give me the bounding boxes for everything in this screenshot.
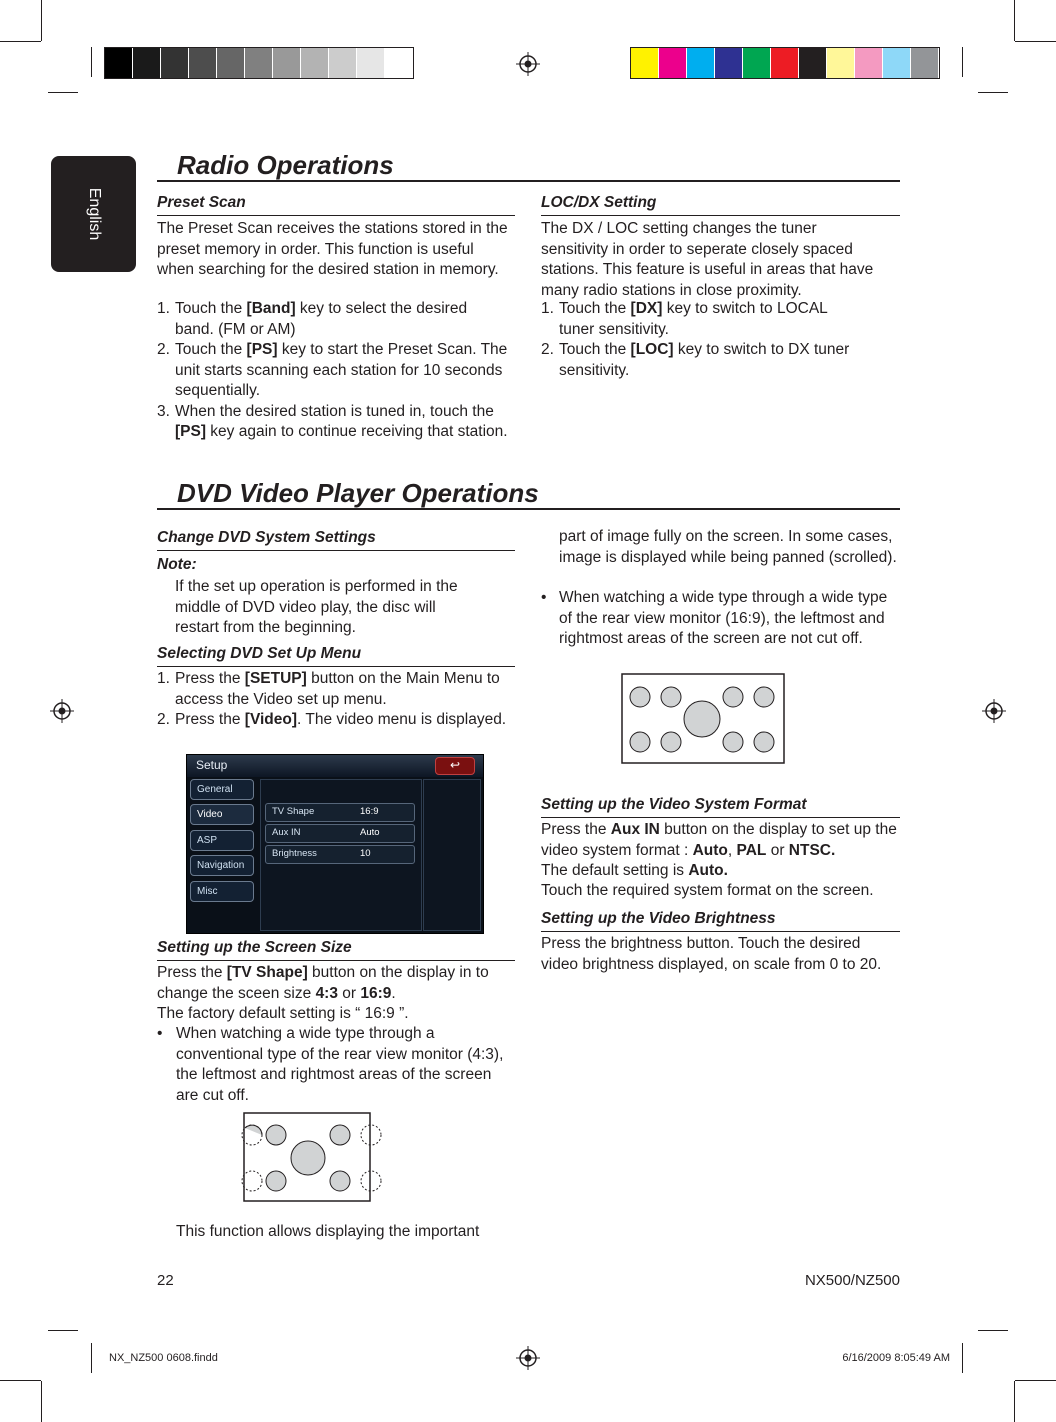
color-swatch	[133, 48, 161, 78]
color-swatch	[715, 48, 743, 78]
subheading-rule	[541, 817, 900, 818]
registration-mark-icon	[982, 699, 1006, 723]
list-item: 2. Touch the [LOC] key to switch to DX tuner sensitivity.	[541, 341, 850, 379]
color-swatch	[743, 48, 771, 78]
system-format-text: Press the Aux IN button on the display to set up the video system format : Auto, PAL or NTSC.	[541, 821, 897, 859]
system-format-touch: Touch the required system format on the screen.	[541, 882, 874, 899]
list-item: 3. When the desired station is tuned in, touch the [PS] key again to continue receiving that station.	[157, 402, 508, 440]
section-title-radio: Radio Operations	[177, 150, 394, 180]
crop-mark	[91, 47, 92, 77]
setup-menu-steps	[157, 669, 509, 731]
subheading-rule	[157, 215, 515, 216]
file-slug: NX_NZ500 0608.findd	[109, 1352, 218, 1364]
list-item: 1. Press the [SETUP] button on the Main Menu to access the Video set up menu.	[157, 670, 500, 708]
subheading-change-dvd: Change DVD System Settings	[157, 529, 376, 546]
locdx-intro: The DX / LOC setting changes the tuner sensitivity in order to seperate closely spaced stations. This feature is useful in areas that have many radio stations in close proximity.	[541, 220, 874, 299]
crop-mark	[0, 1380, 41, 1381]
crop-mark	[48, 1330, 78, 1331]
model-name: NX500/NZ500	[804, 1272, 900, 1289]
section-rule	[157, 180, 900, 182]
locdx-steps	[541, 299, 861, 381]
note-text: If the set up operation is performed in the middle of DVD video play, the disc will restart from the beginning.	[175, 578, 458, 636]
crop-mark	[962, 1343, 963, 1373]
crop-mark	[91, 1343, 92, 1373]
bullet-4-3: • When watching a wide type through a conventional type of the rear view monitor (4:3), the leftmost and rightmost areas of the screen are cut off.	[157, 1025, 504, 1104]
setup-title-bar	[187, 755, 483, 777]
color-swatch	[771, 48, 799, 78]
page-number: 22	[157, 1272, 174, 1289]
color-swatch	[911, 48, 939, 78]
crop-mark	[978, 1330, 1008, 1331]
crop-mark	[1015, 1380, 1056, 1381]
color-swatch	[301, 48, 329, 78]
color-swatch	[245, 48, 273, 78]
note-label: Note:	[157, 556, 197, 573]
screen-size-default: The factory default setting is “ 16:9 ”.	[157, 1005, 409, 1022]
subheading-rule	[157, 550, 515, 551]
bullet-4-3-continued-2: part of image fully on the screen. In some cases, image is displayed while being panned (scrolled).	[559, 528, 897, 566]
subheading-rule	[541, 215, 900, 216]
subheading-rule	[157, 666, 515, 667]
subheading-rule	[157, 960, 515, 961]
bullet-16-9: • When watching a wide type through a wide type of the rear view monitor (16:9), the leftmost and rightmost areas of the screen are not cut off.	[541, 589, 888, 647]
list-item: 2. Touch the [PS] key to start the Preset Scan. The unit starts scanning each station for 10 seconds sequentially.	[157, 341, 508, 399]
color-swatch	[273, 48, 301, 78]
registration-mark-icon	[50, 699, 74, 723]
color-swatch	[385, 48, 413, 78]
monitor-4-3-diagram	[232, 1110, 384, 1204]
setup-tab-navigation[interactable]: Navigation	[190, 855, 254, 876]
color-swatch	[827, 48, 855, 78]
setup-tab-general[interactable]: General	[190, 779, 254, 800]
back-button[interactable]: ↩	[435, 757, 475, 775]
crop-mark	[41, 0, 42, 41]
color-bar	[630, 47, 940, 79]
color-swatch	[799, 48, 827, 78]
section-rule	[157, 508, 900, 510]
list-item: 1. Touch the [DX] key to switch to LOCAL tuner sensitivity.	[541, 300, 828, 338]
setup-screen-figure	[186, 754, 484, 934]
crop-mark	[1015, 41, 1056, 42]
screen-size-text: Press the [TV Shape] button on the display in to change the sceen size 4:3 or 16:9.	[157, 964, 489, 1002]
subheading-preset-scan: Preset Scan	[157, 194, 246, 211]
language-tab	[51, 156, 136, 272]
setup-tab-misc[interactable]: Misc	[190, 881, 254, 902]
list-item: 1. Touch the [Band] key to select the desired band. (FM or AM)	[157, 300, 468, 338]
section-title-dvd: DVD Video Player Operations	[177, 478, 539, 508]
brightness-text: Press the brightness button. Touch the desired video brightness displayed, on scale from 0 to 20.	[541, 935, 882, 973]
system-format-default: The default setting is Auto.	[541, 862, 728, 879]
preset-scan-intro: The Preset Scan receives the stations stored in the preset memory in order. This function is useful when searching for the desired station in memory.	[157, 220, 508, 278]
subheading-brightness: Setting up the Video Brightness	[541, 910, 776, 927]
color-swatch	[659, 48, 687, 78]
setting-row-tv-shape[interactable]: TV Shape 16:9	[265, 803, 415, 822]
subheading-screen-size: Setting up the Screen Size	[157, 939, 352, 956]
list-item: 2. Press the [Video]. The video menu is displayed.	[157, 711, 507, 728]
crop-mark	[962, 47, 963, 77]
crop-mark	[978, 92, 1008, 93]
subheading-locdx: LOC/DX Setting	[541, 194, 657, 211]
setup-tab-asp[interactable]: ASP	[190, 830, 254, 851]
language-tab-label: English	[85, 187, 103, 241]
color-swatch	[883, 48, 911, 78]
color-swatch	[855, 48, 883, 78]
subheading-system-format: Setting up the Video System Format	[541, 796, 807, 813]
grayscale-bar	[104, 47, 414, 79]
color-swatch	[217, 48, 245, 78]
color-swatch	[189, 48, 217, 78]
registration-mark-icon	[516, 52, 540, 76]
crop-mark	[0, 41, 41, 42]
crop-mark	[1014, 1381, 1015, 1422]
crop-mark	[48, 92, 78, 93]
bullet-4-3-continued: This function allows displaying the important	[176, 1223, 480, 1240]
date-slug: 6/16/2009 8:05:49 AM	[842, 1352, 950, 1364]
preset-scan-steps	[157, 299, 509, 443]
color-swatch	[687, 48, 715, 78]
monitor-16-9-diagram	[621, 673, 785, 765]
crop-mark	[41, 1381, 42, 1422]
subheading-setup-menu: Selecting DVD Set Up Menu	[157, 645, 362, 662]
setup-tab-video[interactable]: Video	[190, 804, 254, 825]
subheading-rule	[541, 931, 900, 932]
color-swatch	[357, 48, 385, 78]
setting-row-brightness[interactable]: Brightness 10	[265, 845, 415, 864]
crop-mark	[1014, 0, 1015, 41]
setting-row-aux-in[interactable]: Aux IN Auto	[265, 824, 415, 843]
color-swatch	[329, 48, 357, 78]
color-swatch	[631, 48, 659, 78]
color-swatch	[105, 48, 133, 78]
setup-right-panel	[423, 779, 481, 931]
color-swatch	[161, 48, 189, 78]
setup-title: Setup	[196, 758, 228, 772]
registration-mark-icon	[516, 1346, 540, 1370]
